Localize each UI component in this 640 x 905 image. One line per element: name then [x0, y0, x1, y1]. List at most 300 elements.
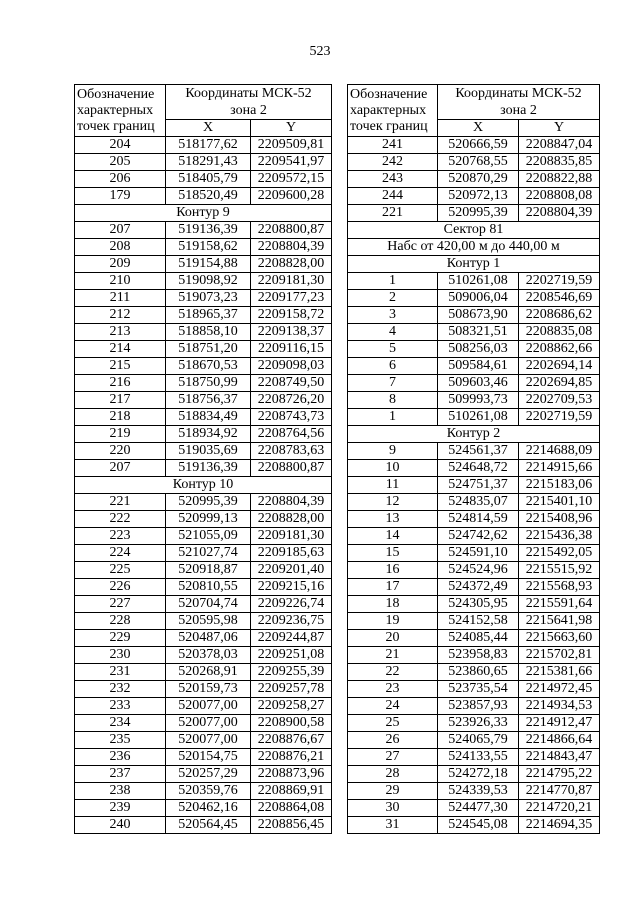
table-row: [75, 409, 332, 426]
point-id-cell: 234: [75, 715, 166, 732]
x-coordinate-cell: 518750,99: [166, 375, 251, 392]
y-coordinate-cell: 2215702,81: [519, 647, 600, 664]
x-coordinate-cell: 519136,39: [166, 222, 251, 239]
point-id-cell: 1: [348, 409, 438, 426]
table-row: [348, 766, 600, 783]
section-title: Контур 9: [75, 205, 332, 222]
y-coordinate-cell: 2202694,14: [519, 358, 600, 375]
table-row: [75, 290, 332, 307]
y-coordinate-cell: 2208847,04: [519, 137, 600, 154]
point-id-cell: 220: [75, 443, 166, 460]
header-label-line: характерных: [77, 102, 154, 118]
x-coordinate-cell: 520268,91: [166, 664, 251, 681]
table-row: [348, 783, 600, 800]
header-label-cell: [348, 85, 438, 137]
y-coordinate-cell: 2208822,88: [519, 171, 600, 188]
x-coordinate-cell: 524477,30: [438, 800, 519, 817]
y-coordinate-cell: 2215401,10: [519, 494, 600, 511]
y-coordinate-cell: 2215381,66: [519, 664, 600, 681]
point-id-cell: 207: [75, 222, 166, 239]
table-row: [348, 664, 600, 681]
x-coordinate-cell: 520595,98: [166, 613, 251, 630]
point-id-cell: 214: [75, 341, 166, 358]
x-coordinate-cell: 518291,43: [166, 154, 251, 171]
x-coordinate-cell: 518858,10: [166, 324, 251, 341]
point-id-cell: 29: [348, 783, 438, 800]
y-coordinate-cell: 2209257,78: [251, 681, 332, 698]
header-label-line: Обозначение: [350, 86, 428, 102]
table-row: [348, 800, 600, 817]
x-coordinate-cell: 519158,62: [166, 239, 251, 256]
x-coordinate-cell: 520704,74: [166, 596, 251, 613]
table-row: [348, 375, 600, 392]
point-id-cell: 223: [75, 528, 166, 545]
x-coordinate-cell: 524835,07: [438, 494, 519, 511]
x-coordinate-cell: 520564,45: [166, 817, 251, 834]
point-id-cell: 12: [348, 494, 438, 511]
x-coordinate-cell: 524065,79: [438, 732, 519, 749]
y-coordinate-cell: 2215591,64: [519, 596, 600, 613]
point-id-cell: 23: [348, 681, 438, 698]
table-row: [75, 749, 332, 766]
point-id-cell: 26: [348, 732, 438, 749]
y-coordinate-cell: 2209258,27: [251, 698, 332, 715]
x-coordinate-cell: 524272,18: [438, 766, 519, 783]
y-coordinate-cell: 2209098,03: [251, 358, 332, 375]
table-row: [75, 800, 332, 817]
y-coordinate-cell: 2214688,09: [519, 443, 600, 460]
point-id-cell: 216: [75, 375, 166, 392]
table-row: [348, 290, 600, 307]
x-coordinate-cell: 523735,54: [438, 681, 519, 698]
table-row: [348, 443, 600, 460]
table-row: [348, 715, 600, 732]
table-row: [75, 766, 332, 783]
x-coordinate-cell: 520359,76: [166, 783, 251, 800]
y-coordinate-cell: 2214694,35: [519, 817, 600, 834]
y-coordinate-cell: 2209572,15: [251, 171, 332, 188]
x-coordinate-cell: 520378,03: [166, 647, 251, 664]
x-coordinate-cell: 518965,37: [166, 307, 251, 324]
table-row: [348, 596, 600, 613]
y-coordinate-cell: 2202719,59: [519, 409, 600, 426]
x-coordinate-cell: 518405,79: [166, 171, 251, 188]
x-coordinate-cell: 523860,65: [438, 664, 519, 681]
x-coordinate-cell: 518756,37: [166, 392, 251, 409]
table-row: [75, 222, 332, 239]
section-title: Контур 10: [75, 477, 332, 494]
y-coordinate-cell: 2209138,37: [251, 324, 332, 341]
point-id-cell: 3: [348, 307, 438, 324]
x-coordinate-cell: 518520,49: [166, 188, 251, 205]
y-coordinate-cell: 2215408,96: [519, 511, 600, 528]
y-coordinate-cell: 2202709,53: [519, 392, 600, 409]
y-coordinate-cell: 2209226,74: [251, 596, 332, 613]
point-id-cell: 231: [75, 664, 166, 681]
point-id-cell: 235: [75, 732, 166, 749]
y-coordinate-cell: 2208876,67: [251, 732, 332, 749]
table-row: [75, 307, 332, 324]
y-coordinate-cell: 2209181,30: [251, 528, 332, 545]
section-title: Сектор 81: [348, 222, 600, 239]
point-id-cell: 6: [348, 358, 438, 375]
section-row: [348, 239, 600, 256]
y-coordinate-cell: 2214915,66: [519, 460, 600, 477]
point-id-cell: 206: [75, 171, 166, 188]
point-id-cell: 10: [348, 460, 438, 477]
table-row: [75, 528, 332, 545]
point-id-cell: 222: [75, 511, 166, 528]
y-coordinate-cell: 2208686,62: [519, 307, 600, 324]
table-row: [75, 256, 332, 273]
x-coordinate-cell: 520257,29: [166, 766, 251, 783]
section-row: [75, 205, 332, 222]
y-coordinate-cell: 2209541,97: [251, 154, 332, 171]
table-row: [75, 630, 332, 647]
x-coordinate-cell: 510261,08: [438, 409, 519, 426]
point-id-cell: 230: [75, 647, 166, 664]
table-row: [348, 528, 600, 545]
y-coordinate-cell: 2208869,91: [251, 783, 332, 800]
table-row: [348, 647, 600, 664]
y-coordinate-cell: 2215436,38: [519, 528, 600, 545]
header-title-cell: [166, 85, 332, 120]
table-row: [75, 324, 332, 341]
y-coordinate-cell: 2208800,87: [251, 222, 332, 239]
coordinates-table-right: [347, 84, 600, 834]
y-coordinate-cell: 2209236,75: [251, 613, 332, 630]
table-row: [75, 188, 332, 205]
table-row: [75, 698, 332, 715]
table-row: [75, 375, 332, 392]
x-coordinate-cell: 509584,61: [438, 358, 519, 375]
y-coordinate-cell: 2208800,87: [251, 460, 332, 477]
table-row: [348, 511, 600, 528]
y-coordinate-cell: 2209185,63: [251, 545, 332, 562]
y-coordinate-cell: 2208835,85: [519, 154, 600, 171]
table-row: [75, 562, 332, 579]
point-id-cell: 19: [348, 613, 438, 630]
x-coordinate-cell: 518177,62: [166, 137, 251, 154]
y-coordinate-cell: 2209201,40: [251, 562, 332, 579]
x-coordinate-cell: 524814,59: [438, 511, 519, 528]
point-id-cell: 2: [348, 290, 438, 307]
y-coordinate-cell: 2208828,00: [251, 511, 332, 528]
y-coordinate-cell: 2202694,85: [519, 375, 600, 392]
table-row: [75, 664, 332, 681]
point-id-cell: 237: [75, 766, 166, 783]
table-row: [75, 494, 332, 511]
point-id-cell: 215: [75, 358, 166, 375]
y-coordinate-cell: 2208783,63: [251, 443, 332, 460]
point-id-cell: 13: [348, 511, 438, 528]
table-row: [348, 205, 600, 222]
table-row: [75, 732, 332, 749]
point-id-cell: 16: [348, 562, 438, 579]
section-title: Набс от 420,00 м до 440,00 м: [348, 239, 600, 256]
y-coordinate-cell: 2208873,96: [251, 766, 332, 783]
header-x: X: [438, 120, 519, 137]
table-row: [75, 171, 332, 188]
y-coordinate-cell: 2208726,20: [251, 392, 332, 409]
y-coordinate-cell: 2208900,58: [251, 715, 332, 732]
y-coordinate-cell: 2208804,39: [519, 205, 600, 222]
section-row: [348, 426, 600, 443]
table-row: [348, 613, 600, 630]
table-row: [75, 358, 332, 375]
table-row: [75, 817, 332, 834]
point-id-cell: 8: [348, 392, 438, 409]
y-coordinate-cell: 2208743,73: [251, 409, 332, 426]
x-coordinate-cell: 521055,09: [166, 528, 251, 545]
header-title-line: Координаты МСК-52: [185, 86, 312, 101]
x-coordinate-cell: 519035,69: [166, 443, 251, 460]
point-id-cell: 208: [75, 239, 166, 256]
x-coordinate-cell: 524591,10: [438, 545, 519, 562]
y-coordinate-cell: 2215515,92: [519, 562, 600, 579]
table-row: [348, 732, 600, 749]
point-id-cell: 221: [348, 205, 438, 222]
point-id-cell: 30: [348, 800, 438, 817]
point-id-cell: 207: [75, 460, 166, 477]
point-id-cell: 241: [348, 137, 438, 154]
y-coordinate-cell: 2214866,64: [519, 732, 600, 749]
point-id-cell: 240: [75, 817, 166, 834]
point-id-cell: 228: [75, 613, 166, 630]
x-coordinate-cell: 520999,13: [166, 511, 251, 528]
x-coordinate-cell: 520077,00: [166, 698, 251, 715]
y-coordinate-cell: 2209509,81: [251, 137, 332, 154]
y-coordinate-cell: 2215568,93: [519, 579, 600, 596]
y-coordinate-cell: 2209181,30: [251, 273, 332, 290]
point-id-cell: 242: [348, 154, 438, 171]
x-coordinate-cell: 518751,20: [166, 341, 251, 358]
x-coordinate-cell: 510261,08: [438, 273, 519, 290]
table-row: [348, 324, 600, 341]
x-coordinate-cell: 520159,73: [166, 681, 251, 698]
point-id-cell: 15: [348, 545, 438, 562]
y-coordinate-cell: 2214795,22: [519, 766, 600, 783]
table-row: [348, 460, 600, 477]
point-id-cell: 22: [348, 664, 438, 681]
y-coordinate-cell: 2208546,69: [519, 290, 600, 307]
header-label-line: характерных: [350, 102, 427, 118]
y-coordinate-cell: 2209116,15: [251, 341, 332, 358]
table-row: [348, 681, 600, 698]
point-id-cell: 18: [348, 596, 438, 613]
point-id-cell: 211: [75, 290, 166, 307]
table-row: [75, 137, 332, 154]
section-row: [75, 477, 332, 494]
x-coordinate-cell: 520995,39: [166, 494, 251, 511]
table-row: [75, 341, 332, 358]
x-coordinate-cell: 524648,72: [438, 460, 519, 477]
y-coordinate-cell: 2214934,53: [519, 698, 600, 715]
header-title-line: зона 2: [230, 103, 267, 118]
table-row: [75, 596, 332, 613]
x-coordinate-cell: 521027,74: [166, 545, 251, 562]
point-id-cell: 221: [75, 494, 166, 511]
point-id-cell: 179: [75, 188, 166, 205]
y-coordinate-cell: 2214770,87: [519, 783, 600, 800]
x-coordinate-cell: 509006,04: [438, 290, 519, 307]
table-row: [75, 511, 332, 528]
point-id-cell: 238: [75, 783, 166, 800]
x-coordinate-cell: 520995,39: [438, 205, 519, 222]
table-row: [75, 239, 332, 256]
y-coordinate-cell: 2208876,21: [251, 749, 332, 766]
y-coordinate-cell: 2209244,87: [251, 630, 332, 647]
x-coordinate-cell: 520666,59: [438, 137, 519, 154]
x-coordinate-cell: 508321,51: [438, 324, 519, 341]
table-row: [75, 545, 332, 562]
point-id-cell: 20: [348, 630, 438, 647]
point-id-cell: 4: [348, 324, 438, 341]
table-row: [75, 681, 332, 698]
x-coordinate-cell: 524152,58: [438, 613, 519, 630]
header-x: X: [166, 120, 251, 137]
table-row: [348, 171, 600, 188]
table-row: [348, 273, 600, 290]
point-id-cell: 243: [348, 171, 438, 188]
x-coordinate-cell: 520077,00: [166, 715, 251, 732]
coordinates-table-left: [74, 84, 332, 834]
y-coordinate-cell: 2208864,08: [251, 800, 332, 817]
y-coordinate-cell: 2215641,98: [519, 613, 600, 630]
x-coordinate-cell: 523926,33: [438, 715, 519, 732]
x-coordinate-cell: 519073,23: [166, 290, 251, 307]
x-coordinate-cell: 524305,95: [438, 596, 519, 613]
header-label-line: точек границ: [77, 118, 155, 134]
table-row: [75, 273, 332, 290]
point-id-cell: 229: [75, 630, 166, 647]
y-coordinate-cell: 2214972,45: [519, 681, 600, 698]
table-row: [75, 613, 332, 630]
point-id-cell: 218: [75, 409, 166, 426]
table-row: [75, 460, 332, 477]
x-coordinate-cell: 509993,73: [438, 392, 519, 409]
y-coordinate-cell: 2209215,16: [251, 579, 332, 596]
table-row: [75, 783, 332, 800]
header-title-cell: [438, 85, 600, 120]
table-row: [75, 392, 332, 409]
table-row: [348, 698, 600, 715]
y-coordinate-cell: 2209600,28: [251, 188, 332, 205]
y-coordinate-cell: 2208808,08: [519, 188, 600, 205]
y-coordinate-cell: 2214843,47: [519, 749, 600, 766]
table-row: [348, 307, 600, 324]
table-row: [348, 392, 600, 409]
table-row: [75, 715, 332, 732]
x-coordinate-cell: 523857,93: [438, 698, 519, 715]
y-coordinate-cell: 2208804,39: [251, 494, 332, 511]
x-coordinate-cell: 524133,55: [438, 749, 519, 766]
y-coordinate-cell: 2208862,66: [519, 341, 600, 358]
x-coordinate-cell: 524524,96: [438, 562, 519, 579]
y-coordinate-cell: 2208749,50: [251, 375, 332, 392]
point-id-cell: 209: [75, 256, 166, 273]
y-coordinate-cell: 2208835,08: [519, 324, 600, 341]
y-coordinate-cell: 2209255,39: [251, 664, 332, 681]
x-coordinate-cell: 519098,92: [166, 273, 251, 290]
header-y: Y: [251, 120, 332, 137]
x-coordinate-cell: 508673,90: [438, 307, 519, 324]
table-row: [348, 154, 600, 171]
x-coordinate-cell: 520768,55: [438, 154, 519, 171]
table-row: [75, 426, 332, 443]
x-coordinate-cell: 520810,55: [166, 579, 251, 596]
y-coordinate-cell: 2208828,00: [251, 256, 332, 273]
header-title-line: Координаты МСК-52: [455, 86, 582, 101]
point-id-cell: 219: [75, 426, 166, 443]
y-coordinate-cell: 2215663,60: [519, 630, 600, 647]
x-coordinate-cell: 518670,53: [166, 358, 251, 375]
section-title: Контур 2: [348, 426, 600, 443]
y-coordinate-cell: 2208804,39: [251, 239, 332, 256]
point-id-cell: 232: [75, 681, 166, 698]
table-row: [348, 137, 600, 154]
point-id-cell: 224: [75, 545, 166, 562]
table-row: [348, 545, 600, 562]
point-id-cell: 225: [75, 562, 166, 579]
table-row: [75, 154, 332, 171]
header-label-line: точек границ: [350, 118, 428, 134]
x-coordinate-cell: 524545,08: [438, 817, 519, 834]
x-coordinate-cell: 519136,39: [166, 460, 251, 477]
point-id-cell: 217: [75, 392, 166, 409]
x-coordinate-cell: 519154,88: [166, 256, 251, 273]
table-row: [348, 749, 600, 766]
page-number: 523: [309, 44, 331, 59]
point-id-cell: 28: [348, 766, 438, 783]
point-id-cell: 227: [75, 596, 166, 613]
section-title: Контур 1: [348, 256, 600, 273]
x-coordinate-cell: 524561,37: [438, 443, 519, 460]
section-row: [348, 256, 600, 273]
table-row: [348, 817, 600, 834]
x-coordinate-cell: 520918,87: [166, 562, 251, 579]
header-label-line: Обозначение: [77, 86, 155, 102]
x-coordinate-cell: 524742,62: [438, 528, 519, 545]
table-row: [348, 579, 600, 596]
y-coordinate-cell: 2215492,05: [519, 545, 600, 562]
point-id-cell: 31: [348, 817, 438, 834]
point-id-cell: 25: [348, 715, 438, 732]
point-id-cell: 233: [75, 698, 166, 715]
x-coordinate-cell: 508256,03: [438, 341, 519, 358]
x-coordinate-cell: 509603,46: [438, 375, 519, 392]
point-id-cell: 14: [348, 528, 438, 545]
point-id-cell: 244: [348, 188, 438, 205]
x-coordinate-cell: 518834,49: [166, 409, 251, 426]
x-coordinate-cell: 524372,49: [438, 579, 519, 596]
point-id-cell: 24: [348, 698, 438, 715]
x-coordinate-cell: 524751,37: [438, 477, 519, 494]
x-coordinate-cell: 520870,29: [438, 171, 519, 188]
table-row: [348, 341, 600, 358]
table-row: [348, 477, 600, 494]
table-row: [75, 579, 332, 596]
point-id-cell: 210: [75, 273, 166, 290]
y-coordinate-cell: 2208764,56: [251, 426, 332, 443]
point-id-cell: 213: [75, 324, 166, 341]
x-coordinate-cell: 523958,83: [438, 647, 519, 664]
point-id-cell: 226: [75, 579, 166, 596]
table-row: [75, 647, 332, 664]
table-row: [348, 562, 600, 579]
table-row: [348, 188, 600, 205]
table-row: [348, 358, 600, 375]
